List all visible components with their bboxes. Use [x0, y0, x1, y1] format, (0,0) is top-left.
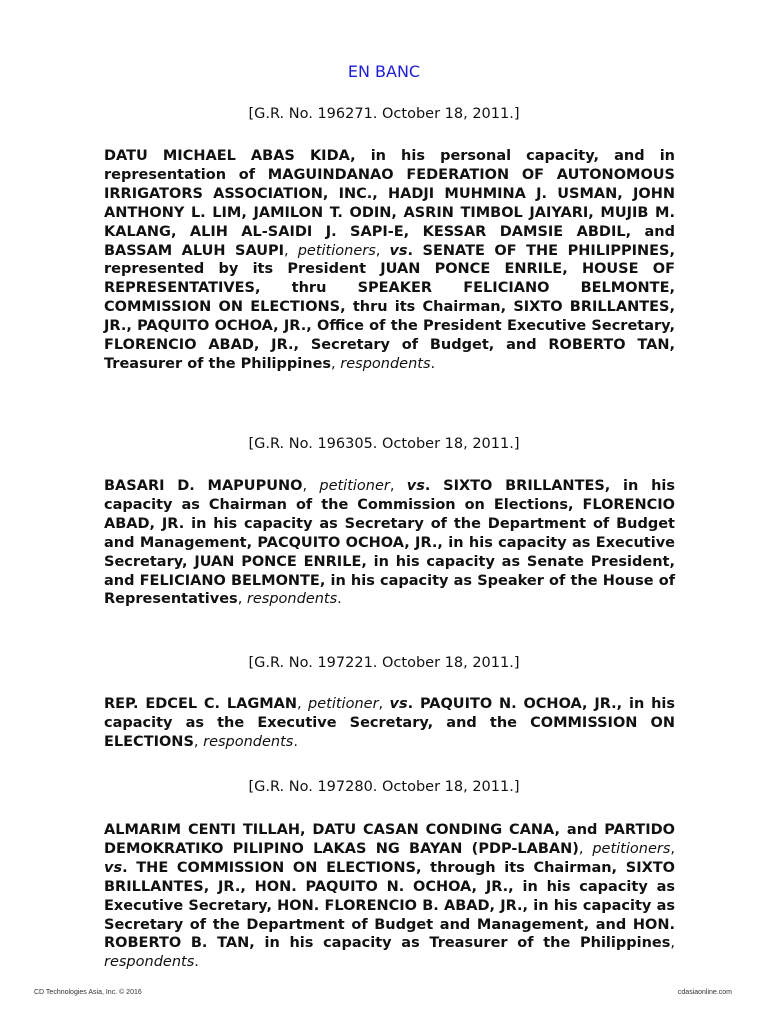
punctuation: .	[293, 733, 298, 750]
case-number: [G.R. No. 196305. October 18, 2011.]	[248, 436, 520, 452]
punctuation: ,	[378, 696, 390, 712]
party-role: petitioners	[297, 242, 376, 259]
division-heading: EN BANC	[347, 62, 421, 81]
party-role: respondents	[203, 733, 294, 750]
punctuation: .	[337, 591, 342, 608]
punctuation: ,	[578, 840, 593, 857]
party-role: respondents	[340, 355, 431, 372]
party-role: respondents	[104, 954, 195, 971]
punctuation: ,	[193, 733, 204, 750]
punctuation: ,	[670, 935, 675, 952]
versus-marker: vs	[389, 242, 408, 259]
punctuation: .	[430, 355, 436, 372]
punctuation: ,	[331, 355, 341, 372]
party-role: petitioners	[592, 840, 671, 857]
case-number: [G.R. No. 196271. October 18, 2011.]	[248, 106, 520, 122]
punctuation: ,	[302, 478, 320, 494]
party-names: . SIXTO BRILLANTES, in his capacity as Chairman of the Commission on Elections, FLORENCIO ABAD, JR. in his capacity as Secretary of the Department of Budget and Management, PACQUITO OCHOA, JR., in his capacity as Executive Secretary, JUAN PONCE ENRILE, in his capacity as Senate President, and FELICIANO BELMONTE, in his capacity as Speaker of the House of Representatives	[104, 478, 676, 608]
punctuation: ,	[237, 591, 247, 608]
party-names: . PAQUITO N. OCHOA, JR., in his capacity as the Executive Secretary, and the COMMISSION ON ELECTIONS	[104, 696, 676, 750]
punctuation: ,	[670, 840, 675, 857]
versus-marker: vs	[389, 696, 408, 712]
party-names: ALMARIM CENTI TILLAH, DATU CASAN CONDING CANA, and PARTIDO DEMOKRATIKO PILIPINO LAKAS NG BAYAN (PDP-LABAN)	[104, 822, 675, 857]
party-names: . THE COMMISSION ON ELECTIONS, through its Chairman, SIXTO BRILLANTES, JR., HON. PAQUITO N. OCHOA, JR., in his capacity as Executive Secretary, HON. FLORENCIO B. ABAD, JR., in his capacity as Secretary of the Department of Budget and Management, and HON. ROBERTO B. TAN, in his capacity as Treasurer of the Philippines	[104, 859, 675, 952]
case-number: [G.R. No. 197280. October 18, 2011.]	[248, 779, 520, 795]
case-caption	[104, 147, 675, 374]
party-names: . SENATE OF THE PHILIPPINES, represented by its President JUAN PONCE ENRILE, HOUSE OF REPRESENTATIVES, thru SPEAKER FELICIANO BELMONTE, COMMISSION ON ELECTIONS, thru its Chairman, SIXTO BRILLANTES, JR., PAQUITO OCHOA, JR., Office of the President Executive Secretary, FLORENCIO ABAD, JR., Secretary of Budget, and ROBERTO TAN, Treasurer of the Philippines	[104, 242, 675, 372]
party-names: DATU MICHAEL ABAS KIDA, in his personal capacity, and in representation of MAGUINDANAO FEDERATION OF AUTONOMOUS IRRIGATORS ASSOCIATION, INC., HADJI MUHMINA J. USMAN, JOHN ANTHONY L. LIM, JAMILON T. ODIN, ASRIN TIMBOL JAIYARI, MUJIB M. KALANG, ALIH AL-SAIDI J. SAPI-E, KESSAR DAMSIE ABDIL, and BASSAM ALUH SAUPI	[104, 148, 675, 259]
footer-website: cdasiaonline.com	[677, 989, 732, 996]
punctuation: ,	[284, 242, 298, 259]
party-names: REP. EDCEL C. LAGMAN	[104, 696, 298, 712]
punctuation: ,	[375, 242, 390, 259]
versus-marker: vs	[104, 859, 123, 876]
punctuation: ,	[297, 696, 309, 712]
party-role: petitioner	[308, 696, 379, 712]
case-caption	[104, 821, 675, 972]
case-caption	[104, 695, 675, 752]
versus-marker: vs	[406, 478, 425, 494]
punctuation: .	[194, 954, 199, 971]
case-caption	[104, 477, 675, 609]
party-names: BASARI D. MAPUPUNO	[104, 478, 303, 494]
case-number: [G.R. No. 197221. October 18, 2011.]	[248, 655, 520, 671]
punctuation: ,	[389, 478, 407, 494]
footer-copyright: CD Technologies Asia, Inc. © 2016	[34, 989, 142, 996]
party-role: respondents	[246, 591, 338, 608]
party-role: petitioner	[319, 478, 390, 494]
